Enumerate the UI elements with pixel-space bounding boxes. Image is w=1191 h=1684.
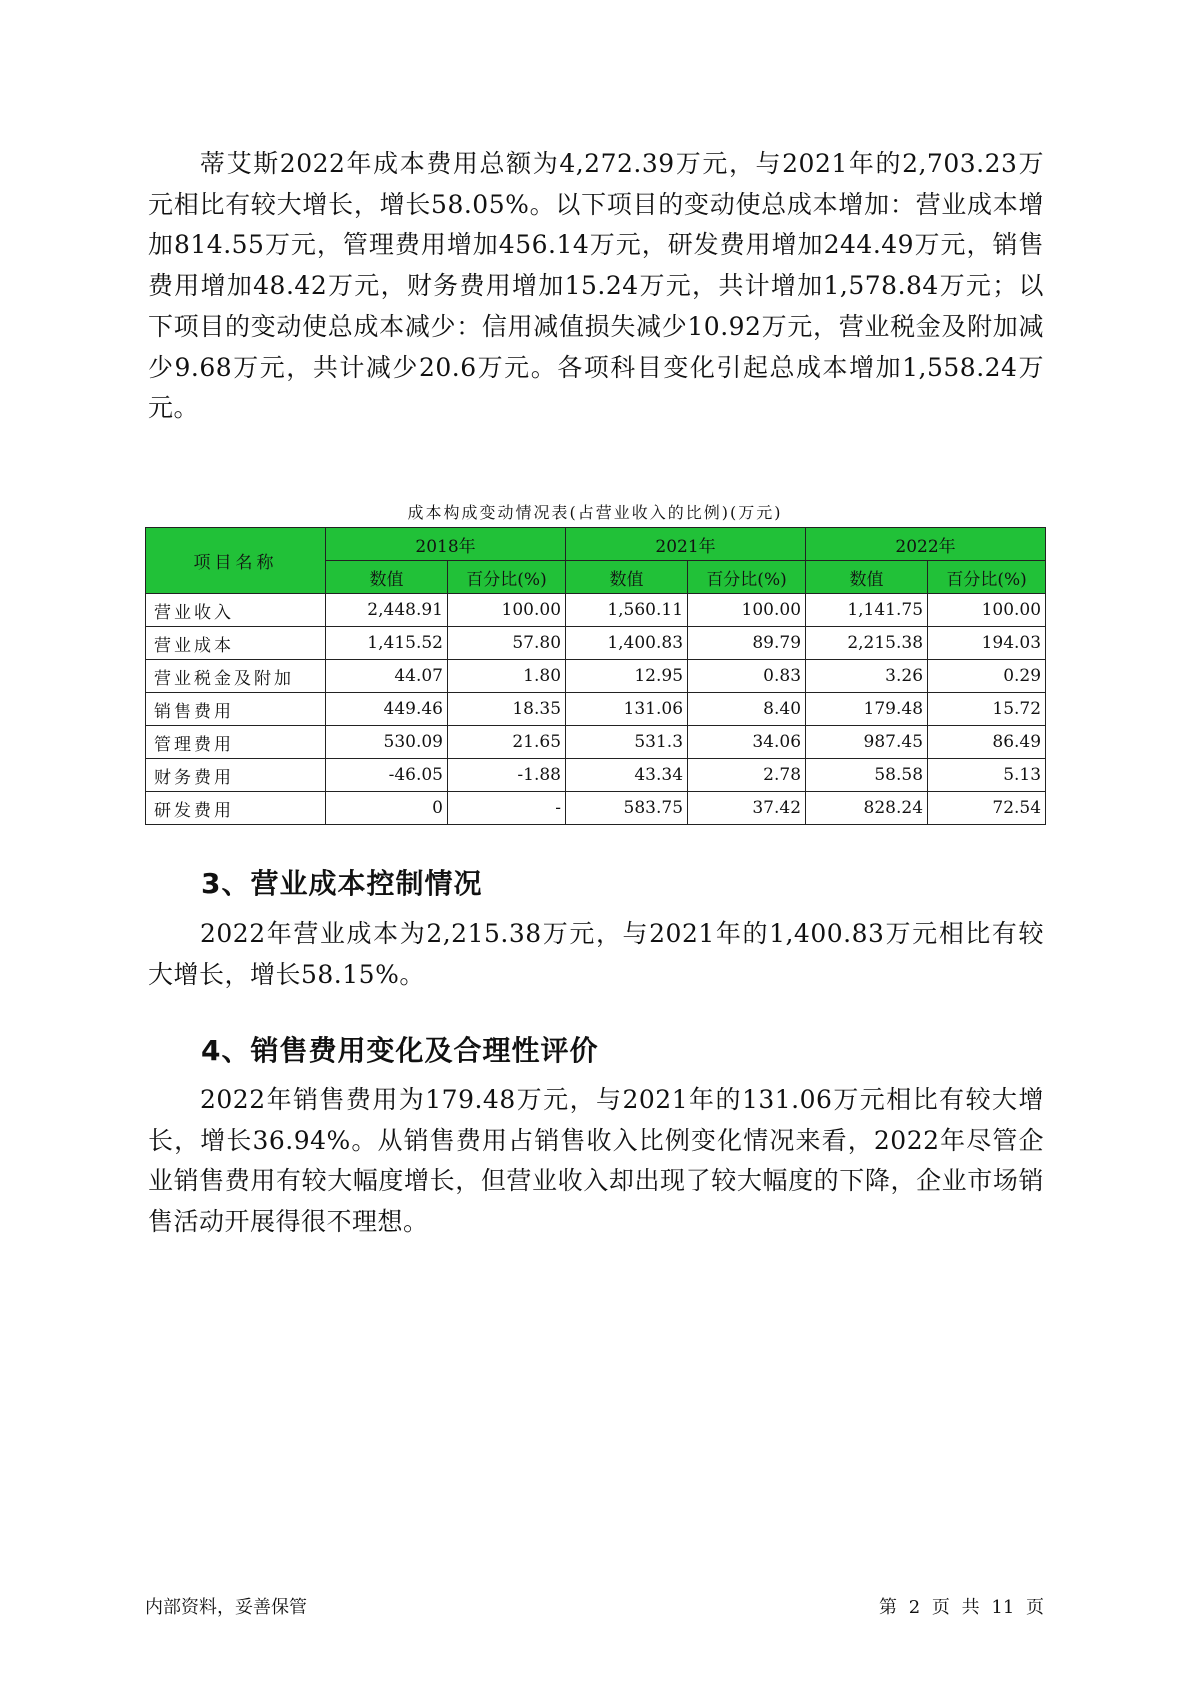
cell-value: 131.06: [566, 693, 688, 726]
cell-percent: -1.88: [448, 759, 566, 792]
cell-value: 1,415.52: [326, 627, 448, 660]
table-caption: 成本构成变动情况表(占营业收入的比例)(万元): [407, 503, 783, 522]
column-header-2021: 2021年: [566, 528, 806, 561]
table-row: [146, 594, 1046, 627]
footer-page-number: 第 2 页 共 11 页: [879, 1597, 1044, 1618]
cell-value: 43.34: [566, 759, 688, 792]
subheader-percent: 百分比(%): [448, 561, 566, 594]
cell-percent: 5.13: [928, 759, 1046, 792]
row-label: 营业收入: [146, 594, 326, 627]
row-label: 营业税金及附加: [146, 660, 326, 693]
row-label: 研发费用: [146, 792, 326, 825]
cell-value: -46.05: [326, 759, 448, 792]
cell-percent: 21.65: [448, 726, 566, 759]
cell-value: 583.75: [566, 792, 688, 825]
cell-percent: 100.00: [688, 594, 806, 627]
cell-percent: 89.79: [688, 627, 806, 660]
row-label: 财务费用: [146, 759, 326, 792]
cost-structure-table: [145, 527, 1046, 825]
cell-value: 531.3: [566, 726, 688, 759]
paragraph-operating-cost: 2022年营业成本为2,215.38万元，与2021年的1,400.83万元相比有较大增长，增长58.15%。: [148, 919, 1044, 989]
subheader-value: 数值: [806, 561, 928, 594]
cell-value: 1,560.11: [566, 594, 688, 627]
subheader-percent: 百分比(%): [688, 561, 806, 594]
table-row: [146, 792, 1046, 825]
cell-percent: 72.54: [928, 792, 1046, 825]
cell-percent: 100.00: [448, 594, 566, 627]
cell-value: 2,448.91: [326, 594, 448, 627]
cell-percent: 15.72: [928, 693, 1046, 726]
cell-value: 828.24: [806, 792, 928, 825]
cell-percent: 0.29: [928, 660, 1046, 693]
cell-value: 179.48: [806, 693, 928, 726]
cell-value: 44.07: [326, 660, 448, 693]
subheader-value: 数值: [326, 561, 448, 594]
cell-percent: 100.00: [928, 594, 1046, 627]
cell-percent: 1.80: [448, 660, 566, 693]
table-row: [146, 759, 1046, 792]
row-label: 销售费用: [146, 693, 326, 726]
paragraph-cost-summary: 蒂艾斯2022年成本费用总额为4,272.39万元，与2021年的2,703.23万元相比有较大增长，增长58.05%。以下项目的变动使总成本增加：营业成本增加814.55万元，管理费用增加456.14万元，研发费用增加244.49万元，销售费用增加48.42万元，财务费用增加15.24万元，共计增加1,578.84万元；以下项目的变动使总成本减少：信用减值损失减少10.92万元，营业税金及附加减少9.68万元，共计减少20.6万元。各项科目变化引起总成本增加1,558.24万元。: [148, 149, 1044, 423]
cell-value: 449.46: [326, 693, 448, 726]
cell-percent: 8.40: [688, 693, 806, 726]
row-label: 管理费用: [146, 726, 326, 759]
cell-value: 0: [326, 792, 448, 825]
footer-confidential-note: 内部资料，妥善保管: [145, 1597, 307, 1618]
cell-value: 2,215.38: [806, 627, 928, 660]
subheader-value: 数值: [566, 561, 688, 594]
cell-value: 58.58: [806, 759, 928, 792]
section-heading-sales-expense: 4、销售费用变化及合理性评价: [201, 1034, 599, 1067]
cell-percent: 86.49: [928, 726, 1046, 759]
cell-value: 3.26: [806, 660, 928, 693]
cell-value: 1,141.75: [806, 594, 928, 627]
table-row: [146, 660, 1046, 693]
table-row: [146, 693, 1046, 726]
cell-value: 530.09: [326, 726, 448, 759]
cell-value: 1,400.83: [566, 627, 688, 660]
cell-value: 987.45: [806, 726, 928, 759]
cell-value: 12.95: [566, 660, 688, 693]
column-header-2018: 2018年: [326, 528, 566, 561]
cell-percent: 57.80: [448, 627, 566, 660]
cell-percent: 18.35: [448, 693, 566, 726]
cell-percent: 34.06: [688, 726, 806, 759]
column-header-item-name: 项目名称: [146, 528, 326, 594]
row-label: 营业成本: [146, 627, 326, 660]
cell-percent: 2.78: [688, 759, 806, 792]
table-row: [146, 627, 1046, 660]
cell-percent: 37.42: [688, 792, 806, 825]
table-row: [146, 726, 1046, 759]
subheader-percent: 百分比(%): [928, 561, 1046, 594]
paragraph-sales-expense: 2022年销售费用为179.48万元，与2021年的131.06万元相比有较大增长，增长36.94%。从销售费用占销售收入比例变化情况来看，2022年尽管企业销售费用有较大幅度增长，但营业收入却出现了较大幅度的下降，企业市场销售活动开展得很不理想。: [148, 1085, 1044, 1237]
section-heading-operating-cost: 3、营业成本控制情况: [201, 867, 483, 900]
table-header-row-years: [146, 528, 1046, 561]
cell-percent: 0.83: [688, 660, 806, 693]
cell-percent: -: [448, 792, 566, 825]
column-header-2022: 2022年: [806, 528, 1046, 561]
cell-percent: 194.03: [928, 627, 1046, 660]
